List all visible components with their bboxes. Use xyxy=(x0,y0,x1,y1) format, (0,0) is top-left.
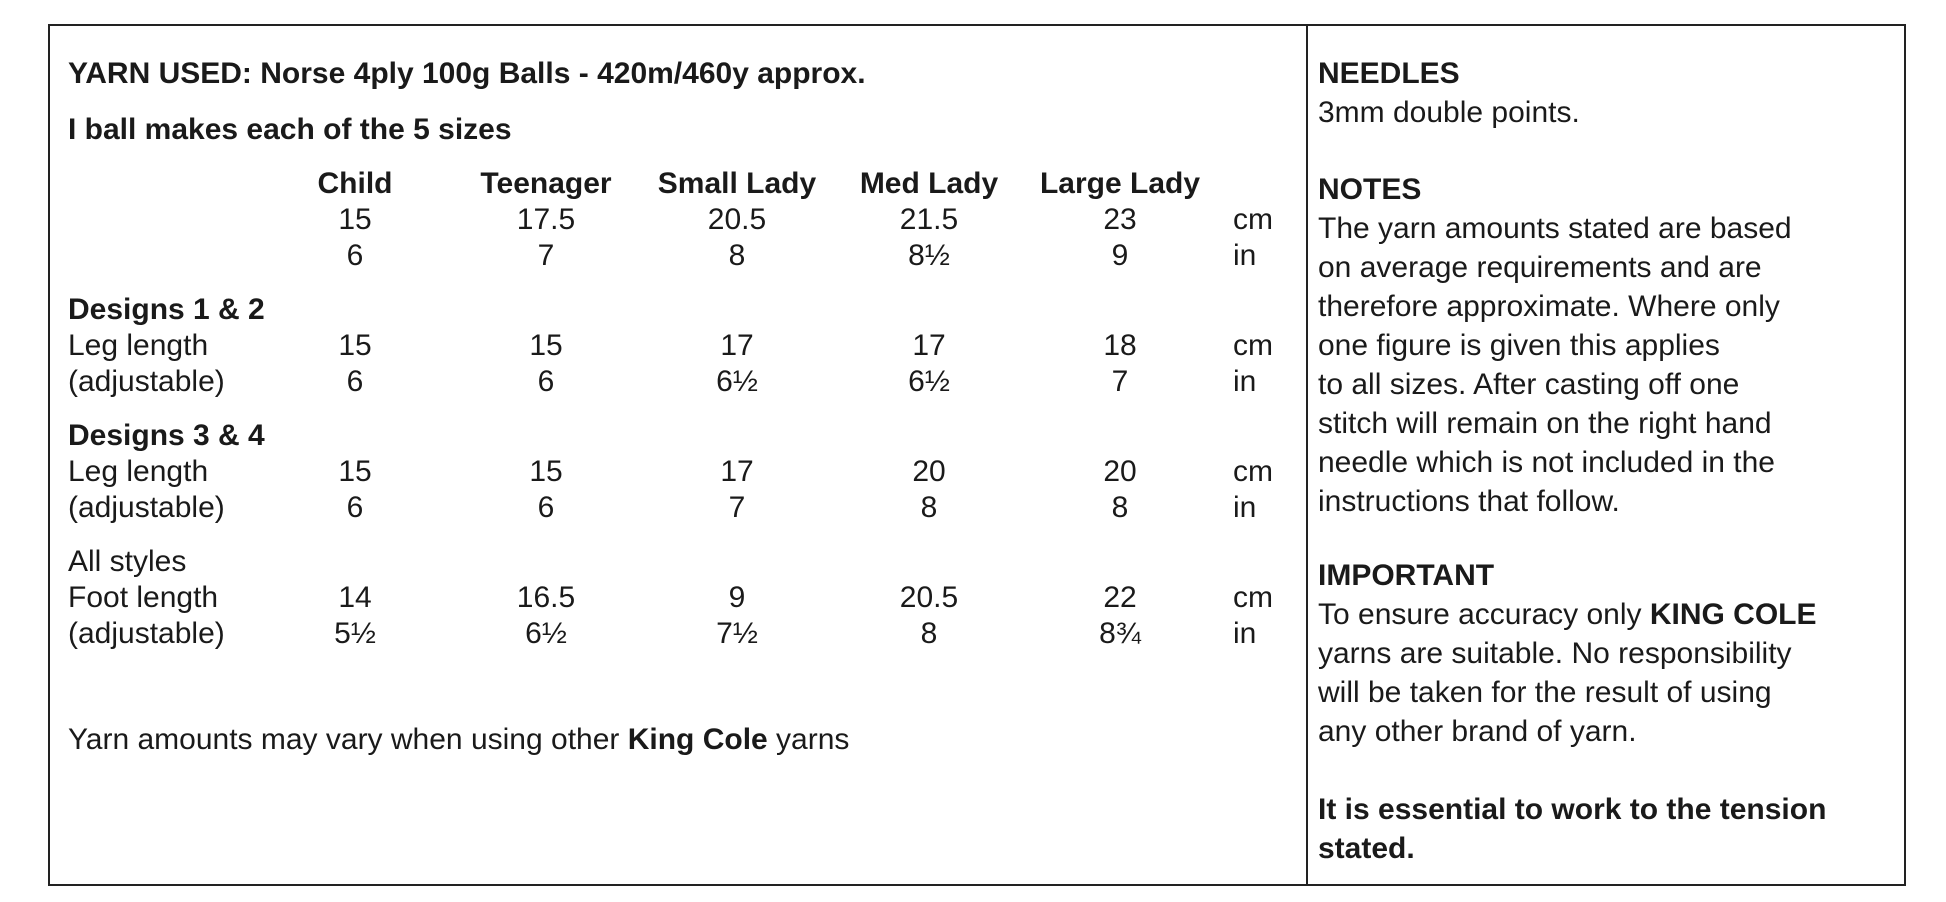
row-label: (adjustable) xyxy=(68,491,225,524)
important-line: will be taken for the result of using xyxy=(1318,676,1772,709)
size-in-value: 7 xyxy=(537,239,555,272)
size-in-value: 9 xyxy=(1111,239,1129,272)
notes-line: needle which is not included in the xyxy=(1318,446,1775,479)
cell-value: 7 xyxy=(728,491,746,524)
cell-value: 7½ xyxy=(716,617,758,650)
cell-value: 15 xyxy=(529,329,563,362)
cell-value: 18 xyxy=(1103,329,1137,362)
cell-value: 15 xyxy=(529,455,563,488)
size-cm-value: 23 xyxy=(1103,203,1137,236)
cell-value: 8 xyxy=(1111,491,1129,524)
notes-line: stitch will remain on the right hand xyxy=(1318,407,1772,440)
cell-value: 8 xyxy=(920,617,938,650)
size-cm-value: 17.5 xyxy=(516,203,576,236)
unit-cm: cm xyxy=(1233,203,1273,236)
row-label: (adjustable) xyxy=(68,617,225,650)
notes-line: The yarn amounts stated are based xyxy=(1318,212,1792,245)
cell-value: 9 xyxy=(728,581,746,614)
cell-value: 8 xyxy=(920,491,938,524)
size-header-teenager: Teenager xyxy=(480,167,612,200)
size-cm-value: 15 xyxy=(338,203,372,236)
footer-text: Yarn amounts may vary when using other xyxy=(68,723,628,756)
cell-value: 20 xyxy=(912,455,946,488)
cell-value: 16.5 xyxy=(516,581,576,614)
needles-text: 3mm double points. xyxy=(1318,96,1580,129)
size-cm-value: 21.5 xyxy=(899,203,959,236)
brand-name: KING COLE xyxy=(1649,598,1817,631)
notes-line: one figure is given this applies xyxy=(1318,329,1720,362)
cell-value: 15 xyxy=(338,455,372,488)
yarn-used-heading: YARN USED: Norse 4ply 100g Balls - 420m/460y approx. xyxy=(68,57,866,90)
size-header-med-lady: Med Lady xyxy=(859,167,999,200)
cell-value: 20.5 xyxy=(899,581,959,614)
needles-heading: NEEDLES xyxy=(1318,57,1460,90)
unit-in: in xyxy=(1233,365,1257,398)
important-text: To ensure accuracy only xyxy=(1318,598,1650,631)
tension-note: It is essential to work to the tension xyxy=(1318,793,1827,826)
size-in-value: 8½ xyxy=(908,239,950,272)
cell-value: 6½ xyxy=(716,365,758,398)
important-line xyxy=(1318,597,1817,633)
cell-value: 20 xyxy=(1103,455,1137,488)
cell-value: 17 xyxy=(720,329,754,362)
unit-in: in xyxy=(1233,239,1257,272)
cell-value: 6 xyxy=(537,491,555,524)
cell-value: 6 xyxy=(346,365,364,398)
tension-note: stated. xyxy=(1318,832,1415,865)
cell-value: 8¾ xyxy=(1099,617,1141,650)
cell-value: 17 xyxy=(912,329,946,362)
size-header-large-lady: Large Lady xyxy=(1039,167,1201,200)
ball-note: I ball makes each of the 5 sizes xyxy=(68,113,512,146)
cell-value: 17 xyxy=(720,455,754,488)
cell-value: 6 xyxy=(346,491,364,524)
notes-heading: NOTES xyxy=(1318,173,1422,206)
row-label: Leg length xyxy=(68,329,209,362)
unit-in: in xyxy=(1233,617,1257,650)
size-in-value: 8 xyxy=(728,239,746,272)
unit-cm: cm xyxy=(1233,329,1273,362)
cell-value: 22 xyxy=(1103,581,1137,614)
yarn-amounts-note xyxy=(68,722,849,758)
notes-line: therefore approximate. Where only xyxy=(1318,290,1780,323)
size-in-value: 6 xyxy=(346,239,364,272)
cell-value: 14 xyxy=(338,581,372,614)
size-header-child: Child xyxy=(317,167,393,200)
notes-line: instructions that follow. xyxy=(1318,485,1620,518)
notes-line: on average requirements and are xyxy=(1318,251,1762,284)
group-heading-designs-3-4: Designs 3 & 4 xyxy=(68,419,265,452)
group-heading-all-styles: All styles xyxy=(68,545,187,578)
unit-cm: cm xyxy=(1233,455,1273,488)
notes-line: to all sizes. After casting off one xyxy=(1318,368,1740,401)
cell-value: 6½ xyxy=(908,365,950,398)
row-label: Foot length xyxy=(68,581,219,614)
important-line: any other brand of yarn. xyxy=(1318,715,1637,748)
brand-name: King Cole xyxy=(627,723,768,756)
size-cm-value: 20.5 xyxy=(707,203,767,236)
unit-in: in xyxy=(1233,491,1257,524)
cell-value: 6½ xyxy=(525,617,567,650)
row-label: (adjustable) xyxy=(68,365,225,398)
cell-value: 5½ xyxy=(334,617,376,650)
important-line: yarns are suitable. No responsibility xyxy=(1318,637,1792,670)
footer-text: yarns xyxy=(767,723,850,756)
group-heading-designs-1-2: Designs 1 & 2 xyxy=(68,293,265,326)
size-header-small-lady: Small Lady xyxy=(657,167,817,200)
important-heading: IMPORTANT xyxy=(1318,559,1495,592)
column-divider xyxy=(1306,24,1308,886)
row-label: Leg length xyxy=(68,455,209,488)
unit-cm: cm xyxy=(1233,581,1273,614)
cell-value: 6 xyxy=(537,365,555,398)
cell-value: 15 xyxy=(338,329,372,362)
cell-value: 7 xyxy=(1111,365,1129,398)
